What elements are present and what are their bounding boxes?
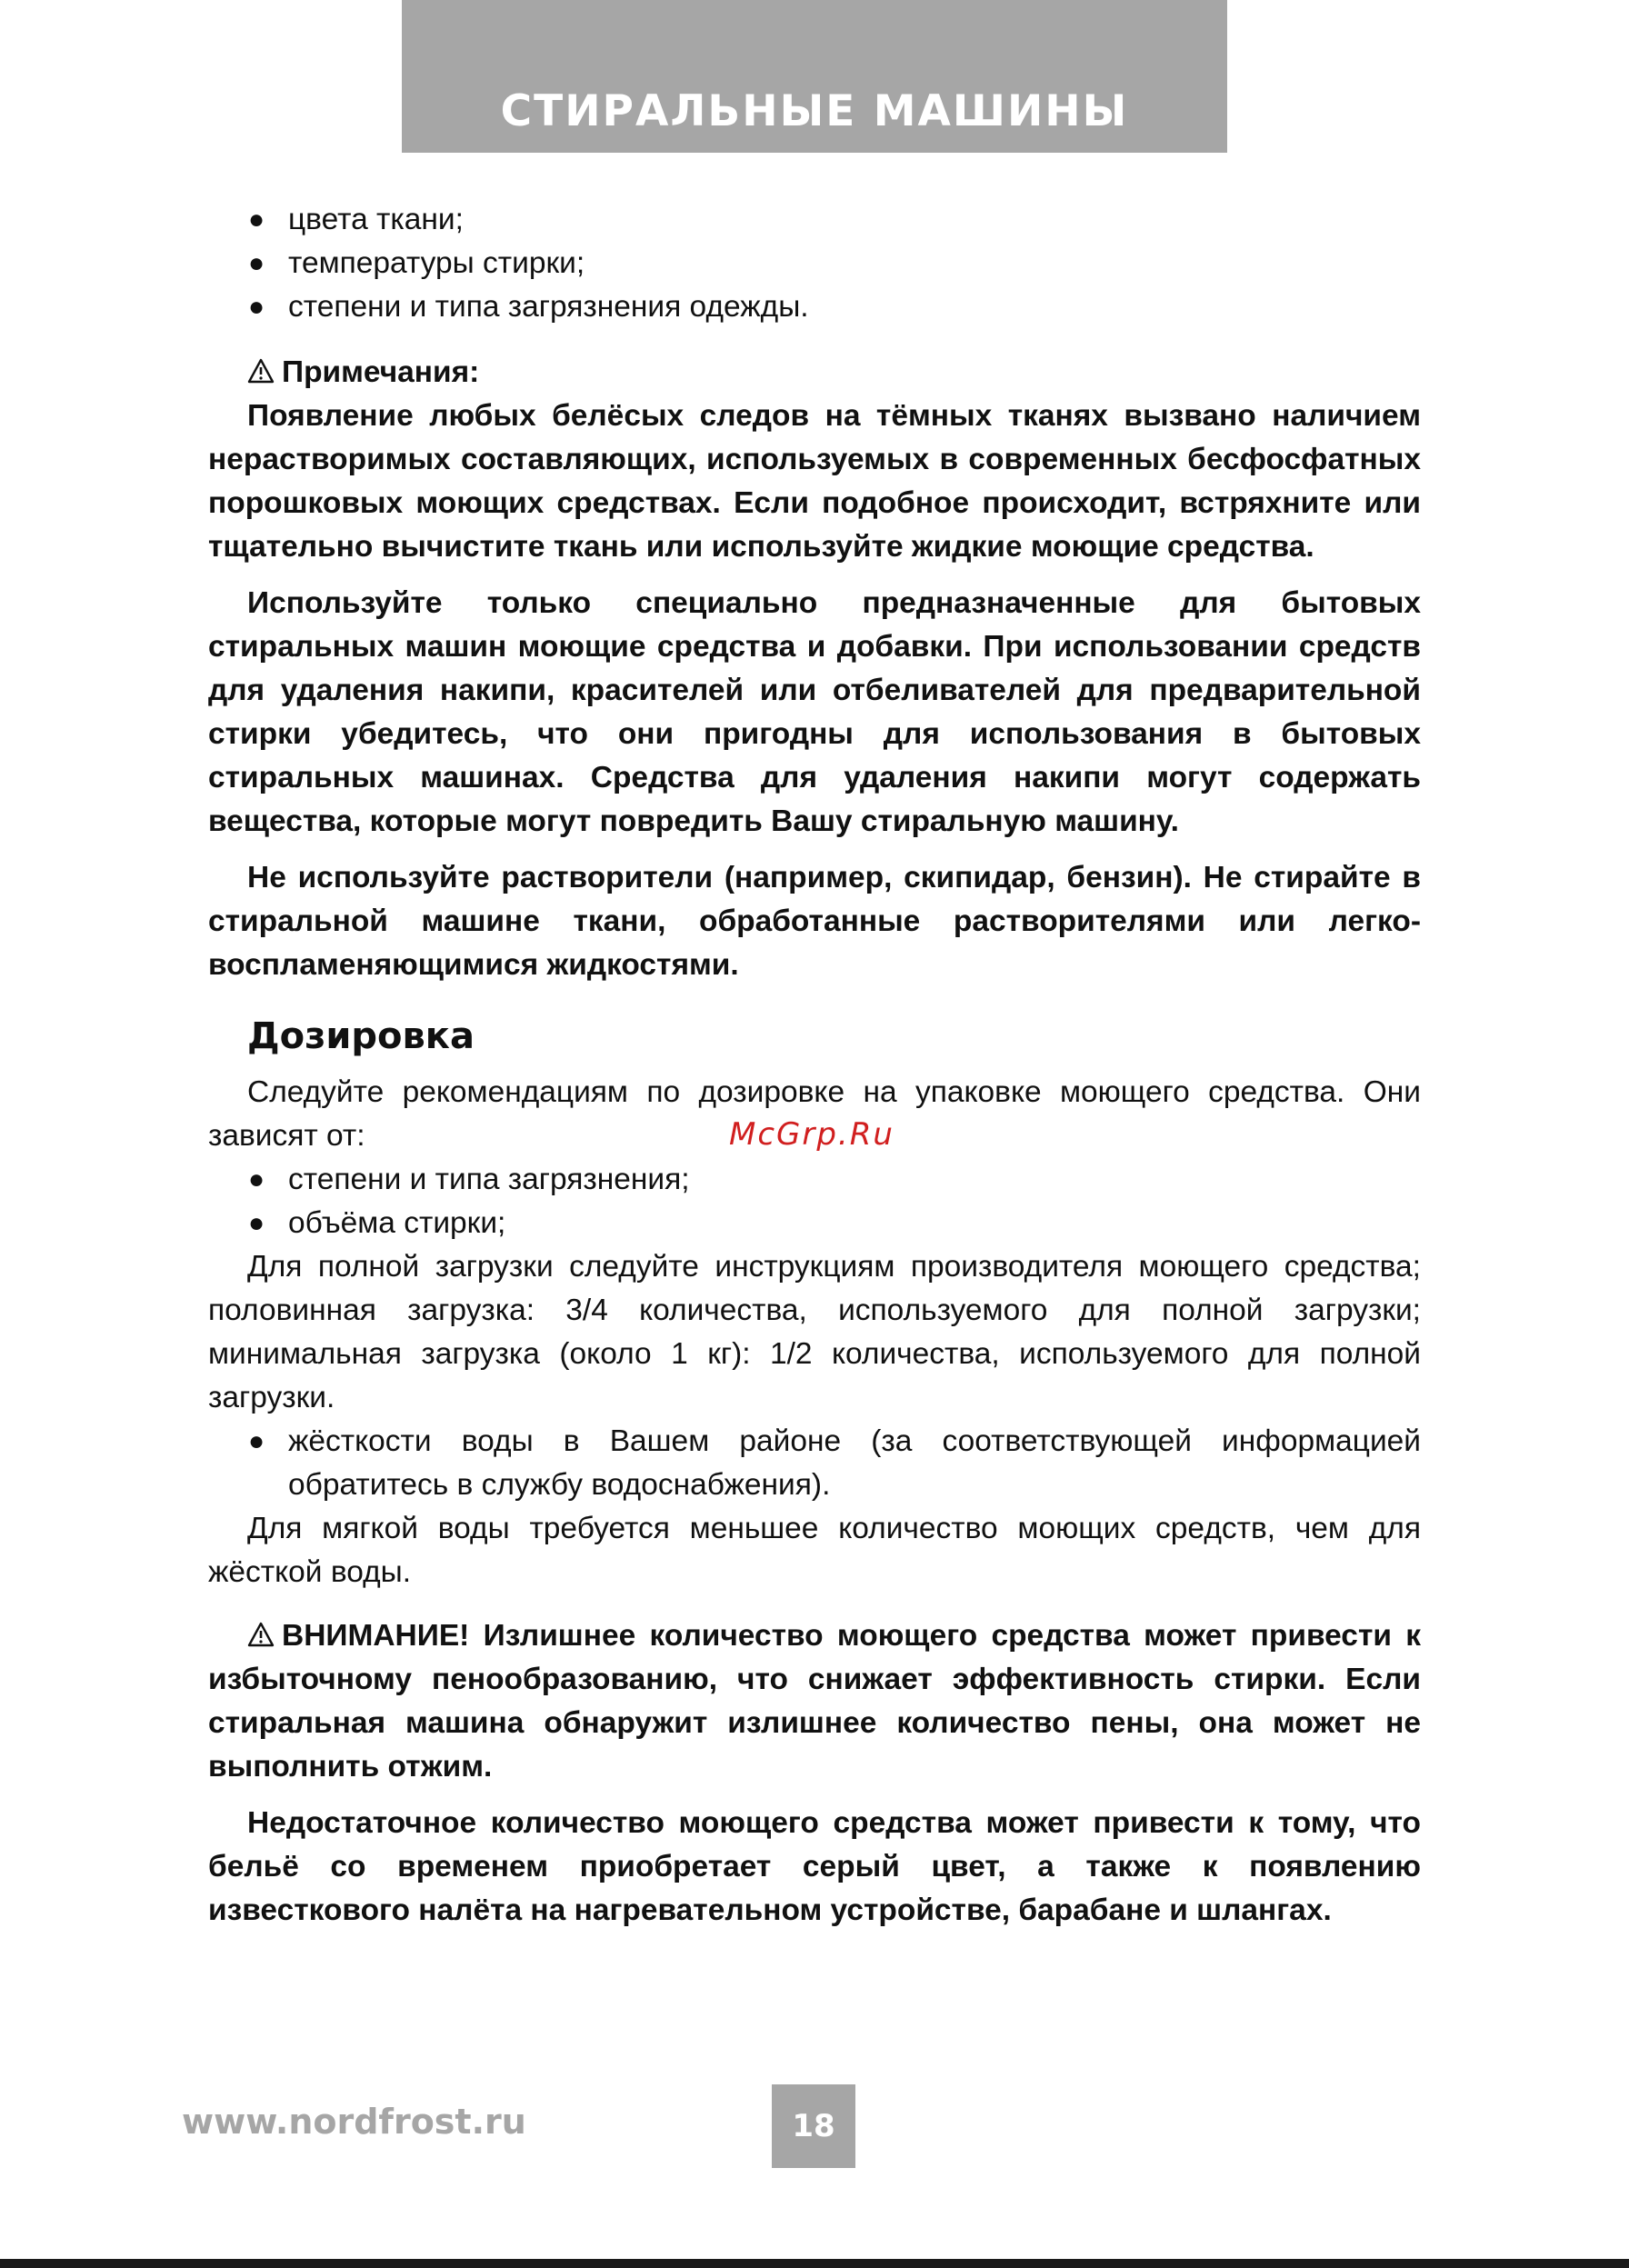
- list-item: ● степени и типа загрязнения одежды.: [208, 285, 1421, 329]
- list-item: ● объёма стирки;: [208, 1202, 1421, 1245]
- water-list: [208, 1420, 1421, 1507]
- dosage-intro: Следуйте рекомендациям по дозировке на упаковке моющего средства. Они зависят от:: [208, 1075, 1421, 1153]
- intro-list: [208, 198, 1421, 329]
- warning-paragraph: ВНИМАНИЕ! Излишнее количество моющего средства может привести к избыточному пенообразованию, что снижает эффективность стирки. Если стиральная машина обнаружит излишнее количество пены, она может не выполнить отжим.: [208, 1619, 1421, 1783]
- bullet-icon: ●: [248, 248, 265, 278]
- soft-water-text: Для мягкой воды требуется меньшее количество моющих средств, чем для жёсткой воды.: [208, 1512, 1421, 1589]
- warning-triangle-icon: [247, 357, 275, 385]
- bullet-icon: ●: [248, 292, 265, 322]
- header-band: [402, 0, 1227, 153]
- bullet-icon: ●: [248, 205, 265, 235]
- page-number: 18: [772, 2084, 855, 2168]
- load-text: Для полной загрузки следуйте инструкциям производителя моющего средства; половинная загрузка: 3/4 количества, используемого для полной загрузки; минимальная загрузка (около 1 кг): 1/2 количества, используемого для полной загрузки.: [208, 1250, 1421, 1414]
- notes-heading: Примечания:: [208, 351, 1421, 395]
- list-item: ● цвета ткани;: [208, 198, 1421, 242]
- bullet-icon: ●: [248, 1426, 265, 1456]
- bullet-icon: ●: [248, 1164, 265, 1194]
- page-title: СТИРАЛЬНЫЕ МАШИНЫ: [500, 86, 1129, 136]
- note-paragraph: Появление любых белёсых следов на тёмных тканях вызвано наличием нерастворимых составляющих, используемых в современных бесфосфатных порошковых моющих средствах. Если подобное происходит, встряхните или тщательно вычистите ткань или используйте жидкие моющие средства.: [208, 399, 1421, 564]
- note-paragraph: Используйте только специально предназначенные для бытовых стиральных машин моющие средства и добавки. При использовании средств для удаления накипи, красителей или отбеливателей для предварительной стирки убедитесь, что они пригодны для использования в бытовых стиральных машинах. Средства для удаления накипи могут содержать вещества, которые могут повредить Вашу стиральную машину.: [208, 586, 1421, 838]
- note-paragraph: Не используйте растворители (например, скипидар, бензин). Не стирайте в стиральной машине ткани, обработанные растворителями или легко-воспламеняющимися жидкостями.: [208, 861, 1421, 982]
- dosage-list: [208, 1158, 1421, 1245]
- detergent-paragraph: Недостаточное количество моющего средства может привести к тому, что бельё со временем приобретает серый цвет, а также к появлению известкового налёта на нагревательном устройстве, барабане и шлангах.: [208, 1806, 1421, 1927]
- warning-triangle-icon: [247, 1621, 275, 1648]
- bottom-divider: [0, 2259, 1629, 2268]
- content: [208, 198, 1421, 1933]
- list-item: ● температуры стирки;: [208, 242, 1421, 285]
- footer-url: www.nordfrost.ru: [182, 2102, 526, 2142]
- list-item: ● степени и типа загрязнения;: [208, 1158, 1421, 1202]
- watermark: McGrp.Ru: [729, 1116, 894, 1153]
- section-title: Дозировка: [247, 1015, 475, 1057]
- bullet-icon: ●: [248, 1208, 265, 1238]
- list-item: ● жёсткости воды в Вашем районе (за соответствующей информацией обратитесь в службу водоснабжения).: [208, 1420, 1421, 1507]
